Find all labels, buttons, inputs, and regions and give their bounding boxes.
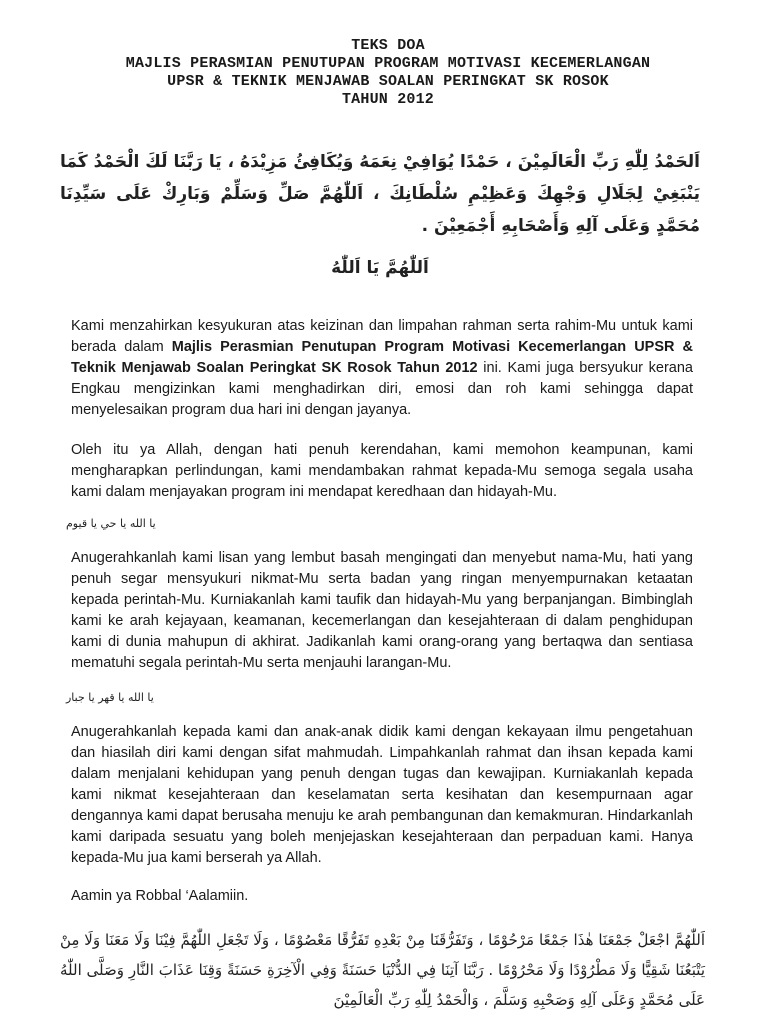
paragraph-request-2: Anugerahkanlah kepada kami dan anak-anak didik kami dengan kekayaan ilmu pengetahuan dan hiasilah diri kami dengan sifat mahmudah. Limpahkanlah rahmat dan ihsan kepada kami dalam menjalani kehidupan yang penuh dengan tugas dan kewajipan. Kurniakanlah kepada kami nikmat kesejahteraan dan keselamatan serta kesihatan dan kesempurnaan agar dengannya kami dapat berusaha menuju ke arah pembangunan dan kemakmuran. Hindarkanlah kami daripada sesuatu yang boleh menjejaskan kesejahteraan dan perpaduan kami. Hanya kepada-Mu jua kami berserah ya Allah.: [71, 724, 693, 866]
arabic-invocation-1: يا الله يا حي يا قيوم: [66, 517, 156, 530]
arabic-invocation-allahumma: اَللّٰهُمَّ يَا اَللّٰهُ: [331, 258, 429, 278]
paragraph-humility: Oleh itu ya Allah, dengan hati penuh kerendahan, kami memohon keampunan, kami mengharapkan perlindungan, kami mendambakan rahmat kepada-Mu semoga segala usaha kami dalam menjayakan program ini mendapat keredhaan dan hidayah-Mu.: [71, 442, 693, 500]
document-title: [40, 37, 736, 109]
title-line-1: TEKS DOA: [351, 37, 425, 54]
event-name-bold: Majlis Perasmian Penutupan Program Motivasi Kecemerlangan UPSR & Teknik Menjawab Soalan Peringkat SK Rosok Tahun 2012: [71, 339, 693, 376]
title-line-3: UPSR & TEKNIK MENJAWAB SOALAN PERINGKAT SK ROSOK: [167, 73, 609, 90]
paragraph-gratitude: [71, 316, 693, 421]
arabic-closing-prayer: اَللّٰهُمَّ اجْعَلْ جَمْعَنَا هٰذَا جَمْعًا مَرْحُوْمًا ، وَتَفَرُّقَنَا مِنْ بَعْدِهِ تَفَرُّقًا مَعْصُوْمًا ، وَلَا تَجْعَلِ اللّٰهُمَّ فِيْنَا وَلَا مَعَنَا وَلَا مِنْ يَتْبَعُنَا شَقِيًّا وَلَا مَطْرُوْدًا وَلَا مَحْرُوْمًا . رَبَّنَا آتِنَا فِي الدُّنْيَا حَسَنَةً وَفِي الْآخِرَةِ حَسَنَةً وَقِنَا عَذَابَ النَّارِ وَصَلَّى اللّٰهُ عَلَى مُحَمَّدٍ وَعَلَى آلِهِ وَصَحْبِهِ وَسَلَّمَ ، وَالْحَمْدُ لِلّٰهِ رَبِّ الْعَالَمِيْنَ: [60, 931, 705, 1009]
arabic-opening-praise: اَلحَمْدُ لِلّٰهِ رَبِّ الْعَالَمِيْنَ ، حَمْدًا يُوَافِيْ نِعَمَهُ وَيُكَافِئُ مَزِيْدَهُ ، يَا رَبَّنَا لَكَ الْحَمْدُ كَمَا يَنْبَغِيْ لِجَلَالِ وَجْهِكَ وَعَظِيْمِ سُلْطَانِكَ ، اَللّٰهُمَّ صَلِّ وَسَلِّمْ وَبَارِكْ عَلَى سَيِّدِنَا مُحَمَّدٍ وَعَلَى آلِهِ وَأَصْحَابِهِ أَجْمَعِيْنَ .: [60, 152, 700, 236]
title-line-4: TAHUN 2012: [341, 91, 434, 108]
paragraph-gratitude-text-before: Kami menzahirkan kesyukuran atas keizinan dan limpahan rahman serta rahim-Mu untuk kami berada dalam: [71, 318, 693, 355]
closing-amin: Aamin ya Robbal ‘Aalamiin.: [71, 888, 249, 904]
arabic-invocation-2: يا الله يا قهر يا جبار: [66, 691, 154, 704]
title-line-2: MAJLIS PERASMIAN PENUTUPAN PROGRAM MOTIVASI KECEMERLANGAN: [125, 55, 651, 72]
paragraph-gratitude-text-after: ini. Kami juga bersyukur kerana Engkau mengizinkan kami menghadirkan diri, emosi dan roh kami sehingga dapat menyelesaikan program dua hari ini dengan jayanya.: [71, 360, 693, 418]
paragraph-request-1: Anugerahkanlah kami lisan yang lembut basah mengingati dan menyebut nama-Mu, hati yang penuh segar mensyukuri nikmat-Mu serta badan yang ringan menyempurnakan ketaatan kepada perintah-Mu. Kurniakanlah kami taufik dan hidayah-Mu yang berpanjangan. Bimbinglah kami ke arah kejayaan, keamanan, kecemerlangan dan kesejahteraan di dalam penghidupan kami di dunia mahupun di akhirat. Jadikanlah kami orang-orang yang bertaqwa dan sentiasa mematuhi segala perintah-Mu serta menjauhi larangan-Mu.: [71, 550, 693, 671]
